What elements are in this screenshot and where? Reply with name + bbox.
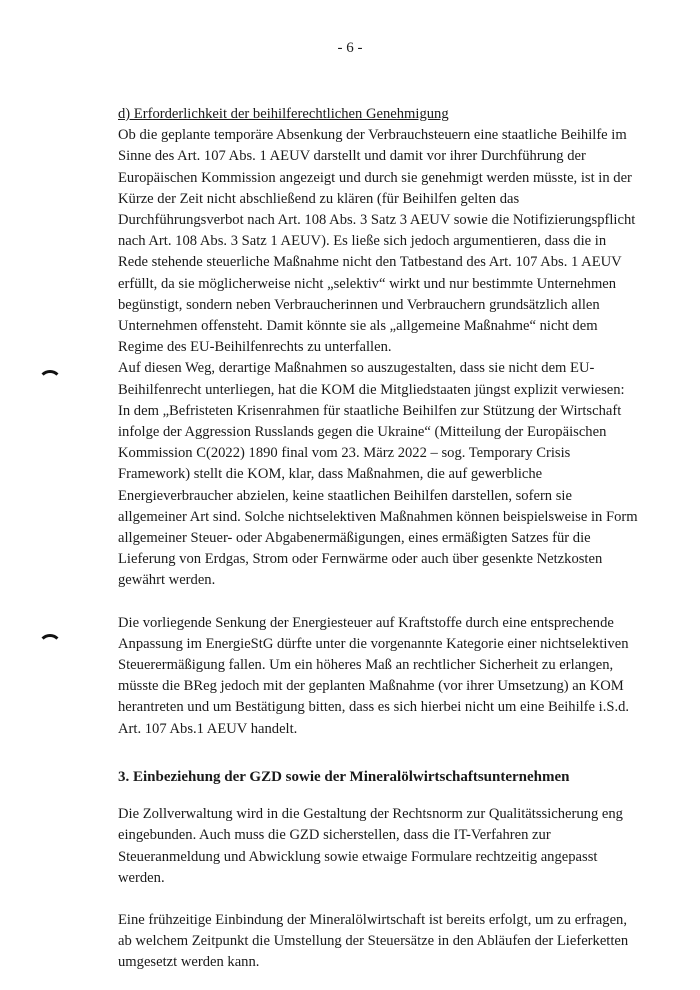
section-d-paragraph-1: Ob die geplante temporäre Absenkung der Verbrauchsteuern eine staatliche Beihilfe im Sinne des Art. 107 Abs. 1 AEUV darstellt und damit vor ihrer Durchführung der Europäischen Kommission angezeigt und durch sie genehmigt werden müsste, ist in der Kürze der Zeit nicht abschließend zu klären (für Beihilfen gelten das Durchführungsverbot nach Art. 108 Abs. 3 Satz 3 AEUV sowie die Notifizierungspflicht nach Art. 108 Abs. 3 Satz 1 AEUV). Es ließe sich jedoch argumentieren, dass die in Rede stehende steuerliche Maßnahme nicht den Tatbestand des Art. 107 Abs. 1 AEUV erfüllt, da sie möglicherweise nicht „selektiv“ wirkt und nur bestimmte Unternehmen begünstigt, sondern neben Verbraucherinnen und Verbrauchern grundsätzlich allen Unternehmen offensteht. Damit könnte sie als „allgemeine Maßnahme“ nicht dem Regime des EU-Beihilfenrechts zu unterfallen. — [118, 127, 636, 356]
section-d-paragraph-3: Die vorliegende Senkung der Energiesteuer auf Kraftstoffe durch eine entsprechende Anpassung im EnergieStG dürfte unter die vorgenannte Kategorie einer nichtselektiven Steuerermäßigung fallen. Um ein höheres Maß an rechtlicher Sicherheit zu erlangen, müsste die BReg jedoch mit der geplanten Maßnahme (vor ihrer Umsetzung) an KOM herantreten und um Bestätigung bitten, dass es sich hierbei nicht um eine Beihilfe i.S.d. Art. 107 Abs.1 AEUV handelt. — [118, 614, 630, 737]
page-number: - 6 - — [337, 40, 363, 56]
section-3-paragraph-1: Die Zollverwaltung wird in die Gestaltung der Rechtsnorm zur Qualitätssicherung eng eingebunden. Auch muss die GZD sicherstellen, dass die IT-Verfahren zur Steueranmeldung und Abwicklung sowie etwaige Formulare rechtzeitig angepasst werden. — [118, 806, 623, 886]
section-3-heading: 3. Einbeziehung der GZD sowie der Mineralölwirtschaftsunternehmen — [118, 768, 570, 785]
punch-hole-mark-top — [38, 370, 62, 394]
section-d-paragraph-2: Auf diesen Weg, derartige Maßnahmen so auszugestalten, dass sie nicht dem EU-Beihilfenrecht unterliegen, hat die KOM die Mitgliedstaaten jüngst explizit verwiesen: In dem „Befristeten Krisenrahmen für staatliche Beihilfen zur Stützung der Wirtschaft infolge der Aggression Russlands gegen die Ukraine“ (Mitteilung der Europäischen Kommission C(2022) 1890 final vom 23. März 2022 – sog. Temporary Crisis Framework) stellt die KOM, klar, dass Maßnahmen, die auf gewerbliche Energieverbraucher abzielen, keine staatlichen Beihilfen darstellen, sofern sie allgemeiner Art sind. Solche nichtselektiven Maßnahmen können beispielsweise in Form allgemeiner Steuer- oder Abgabenermäßigungen, eines ermäßigten Satzes für die Lieferung von Erdgas, Strom oder Fernwärme oder auch über gesenkte Netzkosten gewährt werden. — [118, 360, 638, 589]
section-3-paragraph-2: Eine frühzeitige Einbindung der Mineralölwirtschaft ist bereits erfolgt, um zu erfragen, ab welchem Zeitpunkt die Umstellung der Steuersätze in den Abläufen der Lieferketten umgesetzt werden kann. — [118, 911, 629, 971]
punch-hole-mark-bottom — [38, 634, 62, 658]
section-d-heading: d) Erforderlichkeit der beihilferechtlichen Genehmigung — [118, 106, 449, 122]
document-body — [118, 104, 638, 974]
